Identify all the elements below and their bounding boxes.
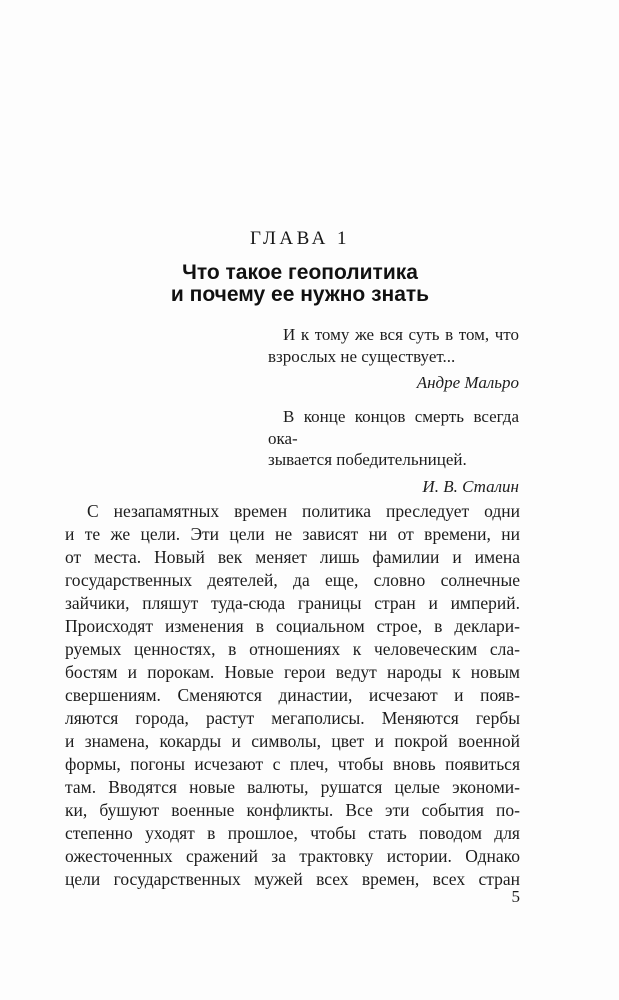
chapter-label: ГЛАВА 1 <box>249 228 351 249</box>
epigraph-author: И. В. Сталин <box>422 476 519 496</box>
body-line: и те же цели. Эти цели не зависят ни от времени, ни <box>65 524 520 544</box>
body-line: ки, бушуют военные конфликты. Все эти события по- <box>65 800 520 820</box>
chapter-title <box>64 262 536 306</box>
body-line: руемых ценностях, в отношениях к человеческим сла- <box>65 639 520 659</box>
epigraph-malraux <box>268 324 519 394</box>
body-line: свершениям. Сменяются династии, исчезают и появ- <box>65 685 520 705</box>
body-line: цели государственных мужей всех времен, всех стран <box>65 869 520 889</box>
body-line: бостям и порокам. Новые герои ведут народы к новым <box>65 662 520 682</box>
epigraph-stalin <box>268 406 519 497</box>
epigraph-line: зывается победительницей. <box>268 450 467 469</box>
body-line: Происходят изменения в социальном строе, в деклари- <box>65 616 520 636</box>
epigraph-line: взрослых не существует... <box>268 346 456 366</box>
body-line: степенно уходят в прошлое, чтобы стать поводом для <box>65 823 520 843</box>
chapter-title-line: Что такое геополитика <box>182 261 418 284</box>
body-line: ожесточенных сражений за трактовку истории. Однако <box>65 846 520 866</box>
body-paragraph <box>65 500 520 891</box>
body-line: там. Вводятся новые валюты, рушатся целые экономи- <box>65 777 520 797</box>
page-number: 5 <box>511 887 520 906</box>
body-line: зайчики, пляшут туда-сюда границы стран и империй. <box>65 593 520 613</box>
body-line: С незапамятных времен политика преследует одни <box>87 501 520 521</box>
epigraph-line: И к тому же вся суть в том, что <box>283 325 519 344</box>
epigraph-line: В конце концов смерть всегда ока- <box>268 407 519 448</box>
body-line: ляются города, растут мегаполисы. Меняются гербы <box>65 708 520 728</box>
body-line: формы, погоны исчезают с плеч, чтобы вновь появиться <box>65 754 520 774</box>
epigraph-author: Андре Мальро <box>416 373 519 392</box>
chapter-title-line: и почему ее нужно знать <box>170 283 430 306</box>
body-line: от места. Новый век меняет лишь фамилии и имена <box>65 547 520 567</box>
body-line: и знамена, кокарды и символы, цвет и покрой военной <box>65 731 520 751</box>
body-line: государственных деятелей, да еще, словно солнечные <box>65 570 520 590</box>
